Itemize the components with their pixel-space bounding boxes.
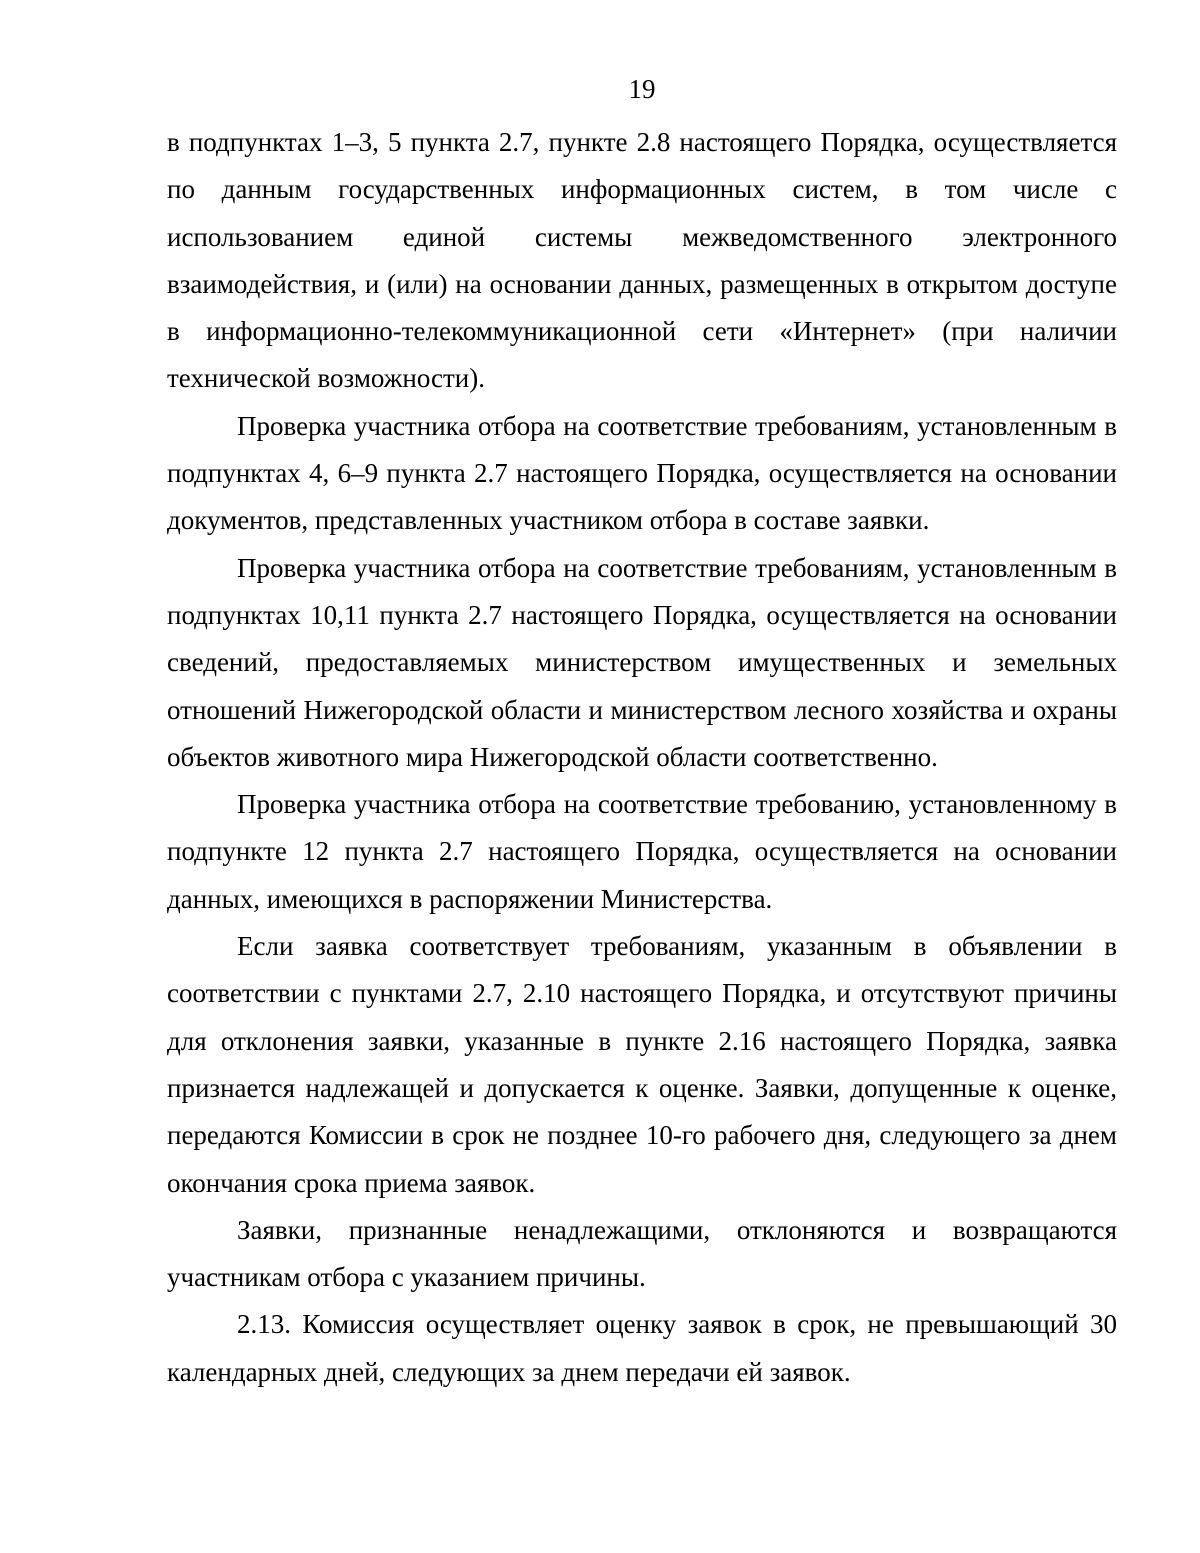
paragraph-application-accepted: Если заявка соответствует требованиям, указанным в объявлении в соответствии с пунктами 2.7, 2.10 настоящего Порядка, и отсутствуют причины для отклонения заявки, указанные в пункте 2.16 настоящего Порядка, заявка признается надлежащей и допускается к оценке. Заявки, допущенные к оценке, передаются Комиссии в срок не позднее 10-го рабочего дня, следующего за днем окончания срока приема заявок. — [167, 931, 1117, 1198]
paragraph-check-ministries: Проверка участника отбора на соответствие требованиям, установленным в подпунктах 10,11 пункта 2.7 настоящего Порядка, осуществляется на основании сведений, предоставляемых министерством имущественных и земельных отношений Нижегородской области и министерством лесного хозяйства и охраны объектов животного мира Нижегородской области соответственно. — [167, 552, 1117, 772]
paragraph-check-docs: Проверка участника отбора на соответствие требованиям, установленным в подпунктах 4, 6–9 пункта 2.7 настоящего Порядка, осуществляется на основании документов, представленных участником отбора в составе заявки. — [167, 410, 1117, 536]
page-number: 19 — [628, 74, 656, 104]
paragraph-clause-2-13: 2.13. Комиссия осуществляет оценку заявок в срок, не превышающий 30 календарных дней, следующих за днем передачи ей заявок. — [167, 1309, 1117, 1387]
paragraph-check-ministry-data: Проверка участника отбора на соответствие требованию, установленному в подпункте 12 пункта 2.7 настоящего Порядка, осуществляется на основании данных, имеющихся в распоряжении Министерства. — [167, 789, 1117, 914]
document-body — [167, 119, 1117, 1396]
paragraph-continuation: в подпунктах 1–3, 5 пункта 2.7, пункте 2.8 настоящего Порядка, осуществляется по данным государственных информационных систем, в том числе с использованием единой системы межведомственного электронного взаимодействия, и (или) на основании данных, размещенных в открытом доступе в информационно-телекоммуникационной сети «Интернет» (при наличии технической возможности). — [167, 127, 1117, 394]
paragraph-application-rejected: Заявки, признанные ненадлежащими, отклоняются и возвращаются участникам отбора с указанием причины. — [167, 1214, 1117, 1293]
